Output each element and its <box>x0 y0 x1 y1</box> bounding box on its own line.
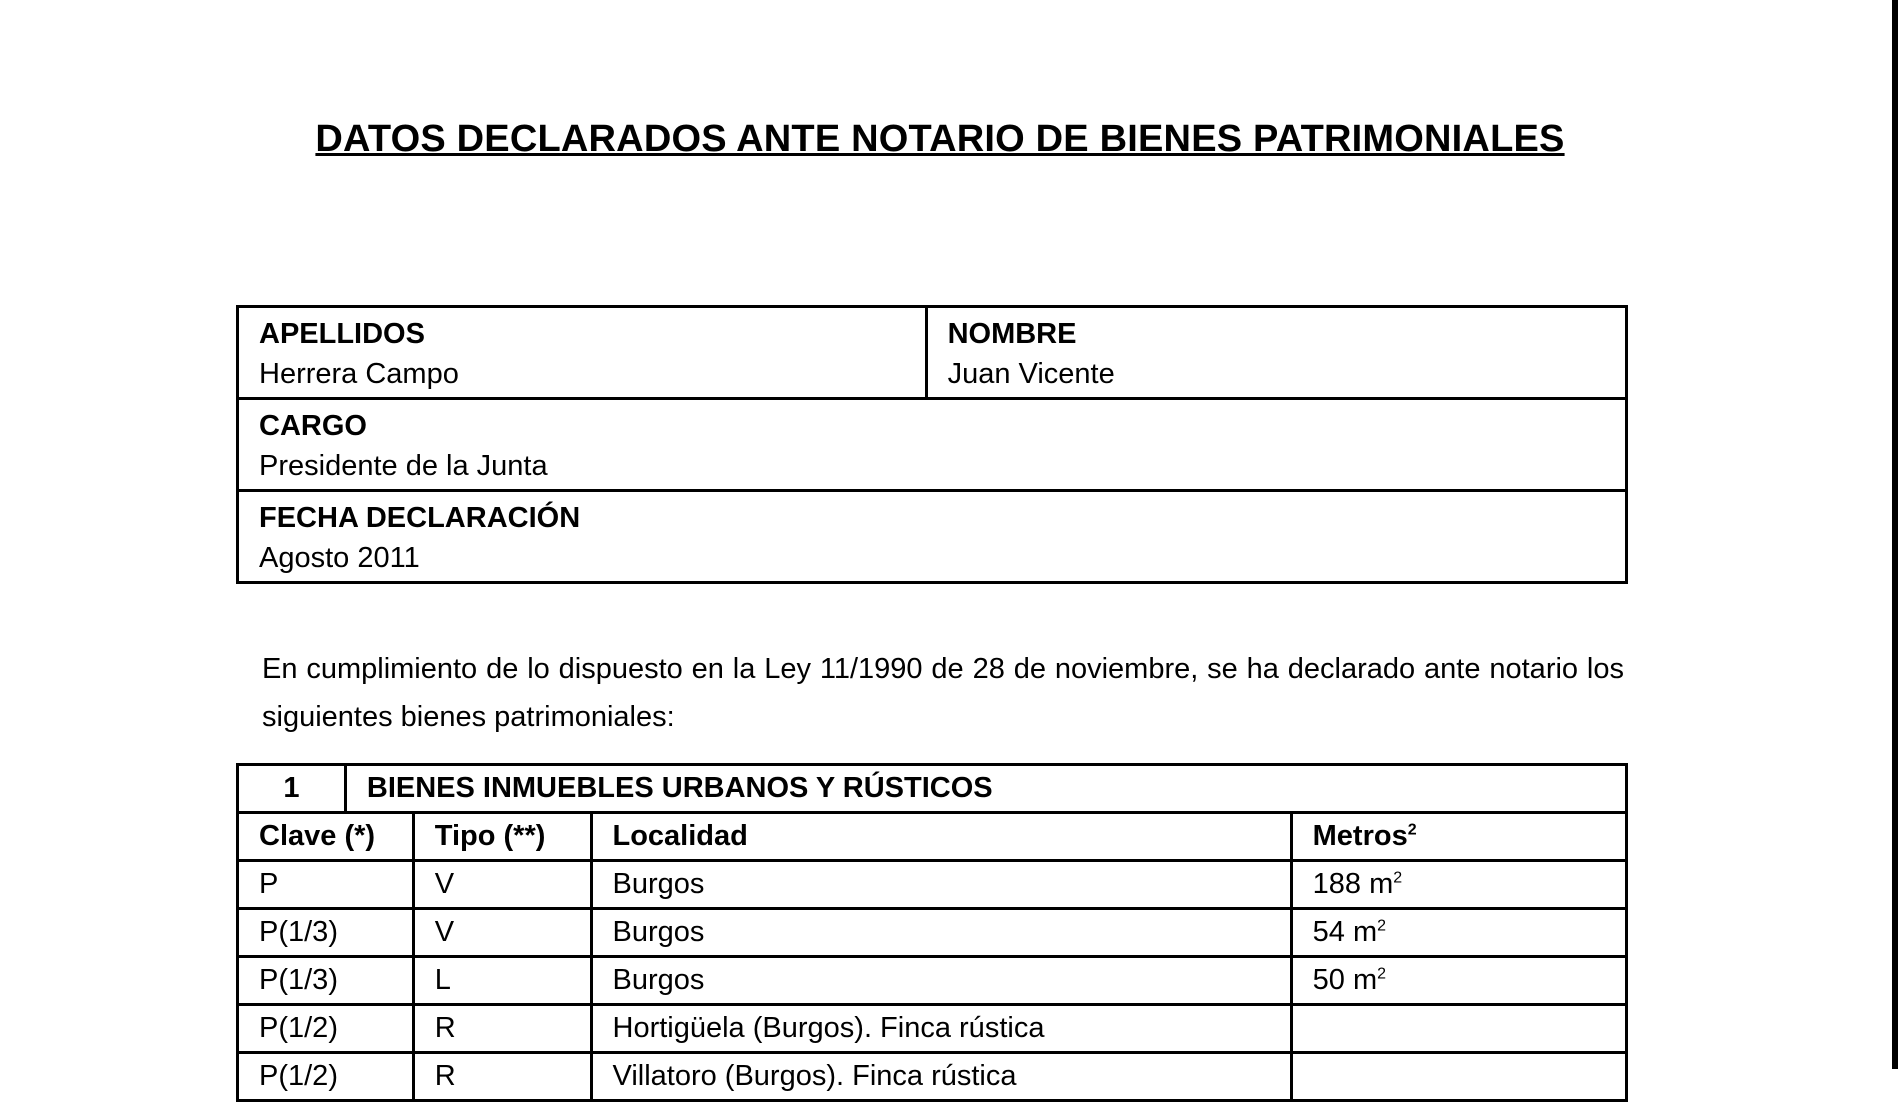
section-header-row <box>238 765 1627 813</box>
cell-clave: P(1/3) <box>238 909 414 957</box>
cell-localidad: Burgos <box>591 909 1291 957</box>
cell-localidad: Villatoro (Burgos). Finca rústica <box>591 1053 1291 1101</box>
name-row <box>238 307 1627 399</box>
cell-metros-text: 50 m <box>1312 964 1378 996</box>
document-title: DATOS DECLARADOS ANTE NOTARIO DE BIENES PATRIMONIALES <box>315 118 1565 160</box>
cell-tipo: R <box>413 1053 591 1101</box>
cell-tipo: V <box>413 861 591 909</box>
column-header-row <box>238 813 1627 861</box>
section-number: 1 <box>238 765 346 813</box>
cell-metros-text: 54 m <box>1312 916 1378 948</box>
fecha-cell <box>238 491 1627 583</box>
cell-tipo: L <box>413 957 591 1005</box>
cell-metros <box>1291 957 1626 1005</box>
cell-metros-sup: 2 <box>1377 917 1387 935</box>
apellidos-value: Herrera Campo <box>259 358 459 390</box>
table-row <box>238 909 1627 957</box>
cell-metros <box>1291 1005 1626 1053</box>
cell-metros <box>1291 861 1626 909</box>
cell-metros-sup: 2 <box>1377 965 1387 983</box>
intro-paragraph: En cumplimiento de lo dispuesto en la Ley 11/1990 de 28 de noviembre, se ha declarado ante notario los siguientes bienes patrimoniales: <box>262 653 1624 733</box>
cell-metros-text: 188 m <box>1312 868 1394 900</box>
apellidos-label: APELLIDOS <box>259 318 425 350</box>
cell-localidad: Burgos <box>591 861 1291 909</box>
header-localidad: Localidad <box>591 813 1291 861</box>
nombre-cell <box>926 307 1626 399</box>
cargo-cell <box>238 399 1627 491</box>
cell-metros <box>1291 1053 1626 1101</box>
cell-tipo: V <box>413 909 591 957</box>
fecha-value: Agosto 2011 <box>259 542 420 574</box>
fecha-row <box>238 491 1627 583</box>
cargo-row <box>238 399 1627 491</box>
cell-clave: P(1/3) <box>238 957 414 1005</box>
header-metros-sup: 2 <box>1407 821 1417 839</box>
cell-localidad: Burgos <box>591 957 1291 1005</box>
cell-clave: P(1/2) <box>238 1053 414 1101</box>
header-clave: Clave (*) <box>238 813 414 861</box>
cell-metros <box>1291 909 1626 957</box>
header-metros <box>1291 813 1626 861</box>
cell-clave: P <box>238 861 414 909</box>
page-edge-border <box>1892 0 1898 1069</box>
cargo-label: CARGO <box>259 410 367 442</box>
table-row <box>238 1005 1627 1053</box>
cell-metros-sup: 2 <box>1393 869 1403 887</box>
header-tipo: Tipo (**) <box>413 813 591 861</box>
apellidos-cell <box>238 307 927 399</box>
nombre-label: NOMBRE <box>947 318 1077 350</box>
fecha-label: FECHA DECLARACIÓN <box>259 502 581 534</box>
cell-clave: P(1/2) <box>238 1005 414 1053</box>
cargo-value: Presidente de la Junta <box>259 450 548 482</box>
table-row <box>238 1053 1627 1101</box>
personal-info-table <box>236 305 1628 584</box>
cell-tipo: R <box>413 1005 591 1053</box>
section-title: BIENES INMUEBLES URBANOS Y RÚSTICOS <box>345 765 1626 813</box>
header-metros-text: Metros <box>1312 820 1408 852</box>
table-row <box>238 861 1627 909</box>
table-row <box>238 957 1627 1005</box>
cell-localidad: Hortigüela (Burgos). Finca rústica <box>591 1005 1291 1053</box>
real-estate-table <box>236 763 1628 1102</box>
nombre-value: Juan Vicente <box>947 358 1115 390</box>
